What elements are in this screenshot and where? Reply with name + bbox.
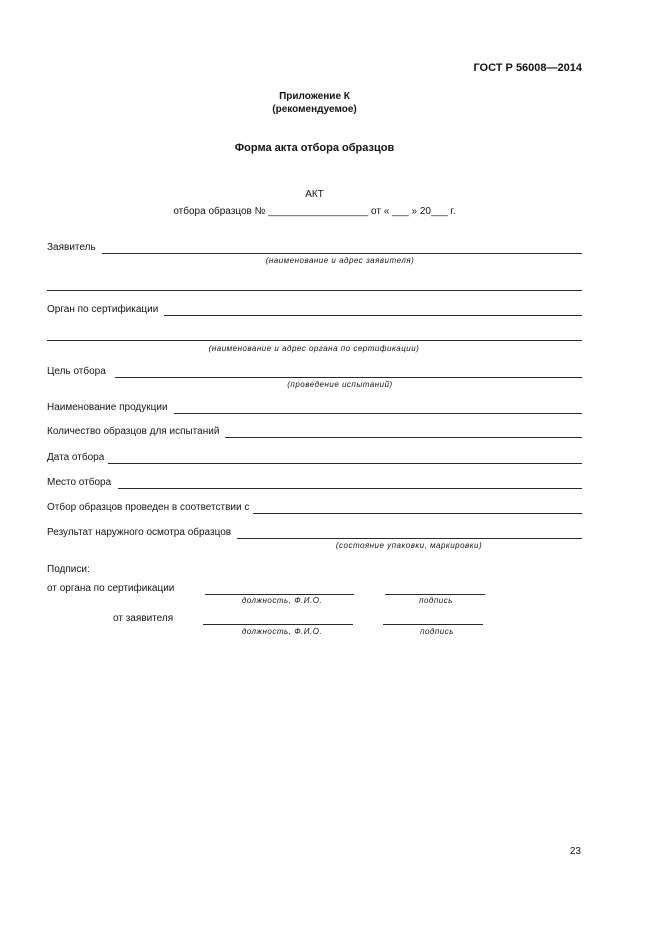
field-purpose: [47, 366, 582, 378]
field-sample-count-label: Количество образцов для испытаний: [47, 426, 220, 437]
field-product-name: [47, 402, 582, 414]
field-purpose-line: [115, 366, 582, 378]
standard-designation: ГОСТ Р 56008—2014: [473, 62, 582, 74]
field-applicant-label: Заявитель: [47, 242, 96, 253]
field-certification-body: [47, 304, 582, 316]
signature-position-caption: должность, Ф.И.О.: [241, 627, 323, 636]
field-applicant-caption: (наименование и адрес заявителя): [265, 256, 415, 265]
signature-sign-caption: подпись: [419, 596, 453, 605]
field-sampling-date: [47, 452, 582, 464]
act-number-line: отбора образцов № __________________ от « ___ » 20___ г.: [173, 206, 456, 217]
field-sampling-basis-line: [253, 502, 582, 514]
field-certification-body-caption: (наименование и адрес органа по сертификации): [208, 344, 420, 353]
field-inspection-result-label: Результат наружного осмотра образцов: [47, 527, 232, 538]
signature-sign-caption: подпись: [420, 627, 454, 636]
field-sampling-basis: [47, 502, 582, 514]
field-sampling-place-line: [118, 477, 582, 489]
field-certification-body-label: Орган по сертификации: [47, 304, 159, 315]
field-product-name-line: [174, 402, 582, 414]
signature-position-line: [203, 624, 353, 625]
field-product-name-label: Наименование продукции: [47, 402, 168, 413]
page-number: 23: [569, 846, 581, 857]
field-inspection-result-caption: (состояние упаковки, маркировки): [335, 541, 483, 550]
field-applicant-line: [102, 242, 582, 254]
signature-sign-line: [383, 624, 483, 625]
signature-sign-line: [385, 594, 485, 595]
field-sampling-basis-label: Отбор образцов проведен в соответствии с: [47, 502, 250, 513]
field-purpose-label: Цель отбора: [47, 366, 106, 377]
signatures-heading: Подписи:: [47, 564, 90, 575]
field-sampling-date-label: Дата отбора: [47, 452, 105, 463]
appendix-label: Приложение К: [279, 91, 350, 102]
act-title: АКТ: [305, 189, 324, 200]
field-sample-count-line: [225, 426, 582, 438]
field-inspection-result-line: [237, 527, 582, 539]
field-sampling-place: [47, 477, 582, 489]
signature-party-applicant: от заявителя: [113, 613, 174, 624]
field-inspection-result: [47, 527, 582, 539]
field-sampling-date-line: [108, 452, 582, 464]
field-sampling-place-label: Место отбора: [47, 477, 112, 488]
appendix-type: (рекомендуемое): [272, 104, 357, 115]
form-title: Форма акта отбора образцов: [234, 142, 395, 154]
signature-position-line: [205, 594, 354, 595]
signature-position-caption: должность, Ф.И.О.: [241, 596, 323, 605]
field-applicant: [47, 242, 582, 254]
field-certification-body-line: [164, 304, 582, 316]
field-purpose-caption: (проведение испытаний): [287, 380, 393, 389]
field-applicant-extra-line: [47, 290, 582, 291]
field-sample-count: [47, 426, 582, 438]
signature-party-certification-body: от органа по сертификации: [47, 583, 175, 594]
field-certification-body-extra-line: [47, 340, 582, 341]
